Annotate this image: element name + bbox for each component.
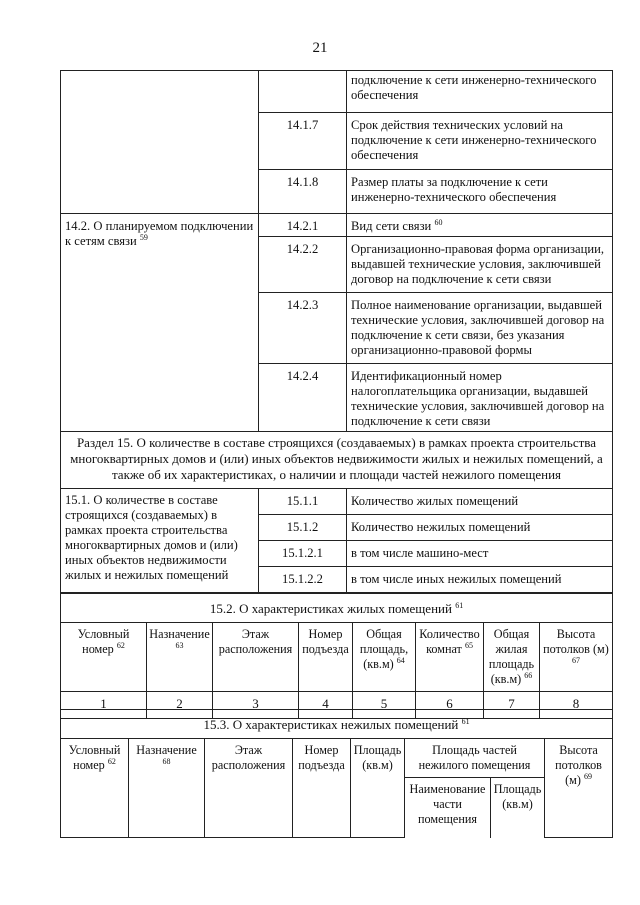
row-code: 15.1.1 bbox=[259, 489, 347, 515]
row-code: 15.1.2 bbox=[259, 515, 347, 541]
column-header-text: Этаж расположения bbox=[211, 743, 286, 772]
row-code: 14.2.1 bbox=[259, 214, 347, 237]
row-text: в том числе иных нежилых помещений bbox=[347, 567, 613, 593]
column-header-text: Номер подъезда bbox=[298, 743, 345, 772]
column-header-text: Площадь (кв.м) bbox=[353, 743, 402, 772]
row-code: 14.2.4 bbox=[259, 364, 347, 432]
column-subheader: Наименование части помещения bbox=[405, 778, 491, 838]
column-header bbox=[61, 739, 129, 838]
main-table bbox=[60, 70, 613, 593]
row-code: 15.1.2.1 bbox=[259, 541, 347, 567]
column-header bbox=[545, 739, 613, 838]
column-header-text: Условный номер bbox=[68, 743, 121, 772]
column-header-text: Площадь частей нежилого помещения bbox=[418, 743, 531, 772]
column-header-text: Высота потолков (м) bbox=[555, 743, 602, 787]
column-header bbox=[540, 623, 613, 692]
row-code: 14.2.2 bbox=[259, 237, 347, 293]
column-index: 4 bbox=[299, 692, 353, 719]
table-15-3-title-text: 15.3. О характеристиках нежилых помещений bbox=[203, 717, 459, 732]
column-index: 5 bbox=[353, 692, 416, 719]
column-header bbox=[351, 739, 405, 838]
footnote-ref: 61 bbox=[455, 601, 464, 610]
column-header-text: Общая площадь, (кв.м) bbox=[359, 627, 409, 671]
row-code: 15.1.2.2 bbox=[259, 567, 347, 593]
footnote-ref: 65 bbox=[464, 641, 473, 650]
group-14-2-label-text: 14.2. О планируемом подключении к сетям связи bbox=[65, 219, 254, 248]
row-text: в том числе машино-мест bbox=[347, 541, 613, 567]
column-header-text: Условный номер bbox=[77, 627, 130, 656]
row-text-label: Вид сети связи bbox=[351, 219, 432, 233]
column-index: 3 bbox=[213, 692, 299, 719]
column-header bbox=[416, 623, 484, 692]
group-14-2-label bbox=[61, 214, 259, 432]
footnote-ref: 64 bbox=[396, 656, 405, 665]
group-14-1-label-cell bbox=[61, 71, 259, 214]
column-header-text: Количество комнат bbox=[419, 627, 480, 656]
row-text: Количество нежилых помещений bbox=[347, 515, 613, 541]
non-residential-premises-table bbox=[60, 709, 613, 838]
footnote-ref: 69 bbox=[584, 772, 592, 781]
column-header-text: Назначение bbox=[149, 627, 210, 641]
row-text: Срок действия технических условий на подключение к сети инженерно-технического обеспечения bbox=[347, 113, 613, 170]
row-text: подключение к сети инженерно-технического обеспечения bbox=[347, 71, 613, 113]
table-15-3-title bbox=[61, 710, 613, 739]
column-header bbox=[299, 623, 353, 692]
table-15-2-title-text: 15.2. О характеристиках жилых помещений bbox=[209, 601, 452, 616]
column-header-text: Назначение bbox=[136, 743, 197, 757]
column-header bbox=[61, 623, 147, 692]
column-index: 6 bbox=[416, 692, 484, 719]
footnote-ref: 59 bbox=[139, 233, 148, 242]
column-index: 2 bbox=[147, 692, 213, 719]
footnote-ref: 66 bbox=[524, 671, 533, 680]
column-header bbox=[205, 739, 293, 838]
row-text: Полное наименование организации, выдавшей технические условия, заключившей договор на подключение к сети связи, без указания организационно-правовой формы bbox=[347, 293, 613, 364]
footnote-ref: 67 bbox=[572, 656, 580, 665]
column-header bbox=[213, 623, 299, 692]
row-code: 14.2.3 bbox=[259, 293, 347, 364]
column-header-text: Общая жилая площадь (кв.м) bbox=[488, 627, 535, 686]
row-text: Идентификационный номер налогоплательщика организации, выдавшей технические условия, заключившей договор на подключение к сети связи bbox=[347, 364, 613, 432]
row-text: Размер платы за подключение к сети инженерно-технического обеспечения bbox=[347, 170, 613, 214]
group-15-1-label: 15.1. О количестве в составе строящихся (создаваемых) в рамках проекта строительства многоквартирных домов и (или) иных объектов недвижимости жилых и нежилых помещений bbox=[61, 489, 259, 593]
row-text: Организационно-правовая форма организации, выдавшей технические условия, заключившей договор на подключение к сети связи bbox=[347, 237, 613, 293]
footnote-ref: 61 bbox=[461, 717, 470, 726]
column-header-text: Номер подъезда bbox=[302, 627, 349, 656]
residential-premises-table bbox=[60, 593, 613, 719]
row-code bbox=[259, 71, 347, 113]
row-code: 14.1.8 bbox=[259, 170, 347, 214]
table-15-2-title bbox=[61, 594, 613, 623]
column-header-text: Этаж расположения bbox=[218, 627, 293, 656]
column-header-text: Высота потолков (м) bbox=[543, 627, 609, 656]
row-text: Количество жилых помещений bbox=[347, 489, 613, 515]
column-index: 7 bbox=[484, 692, 540, 719]
column-header bbox=[484, 623, 540, 692]
column-header bbox=[129, 739, 205, 838]
row-code: 14.1.7 bbox=[259, 113, 347, 170]
column-header-group bbox=[405, 739, 545, 778]
footnote-ref: 62 bbox=[116, 641, 125, 650]
column-header bbox=[293, 739, 351, 838]
footnote-ref: 62 bbox=[107, 757, 116, 766]
section-15-title: Раздел 15. О количестве в составе строящихся (создаваемых) в рамках проекта строительства многоквартирных домов и (или) иных объектов недвижимости жилых и нежилых помещений, а также об их характеристиках, о наличии и площади частей нежилого помещения bbox=[61, 432, 613, 489]
footnote-ref: 60 bbox=[434, 218, 443, 227]
footnote-ref: 63 bbox=[175, 641, 184, 650]
column-header bbox=[147, 623, 213, 692]
column-subheader: Площадь (кв.м) bbox=[491, 778, 545, 838]
row-text bbox=[347, 214, 613, 237]
column-index: 1 bbox=[61, 692, 147, 719]
footnote-ref: 68 bbox=[162, 757, 171, 766]
page-number: 21 bbox=[312, 40, 328, 56]
column-header bbox=[353, 623, 416, 692]
column-index: 8 bbox=[540, 692, 613, 719]
